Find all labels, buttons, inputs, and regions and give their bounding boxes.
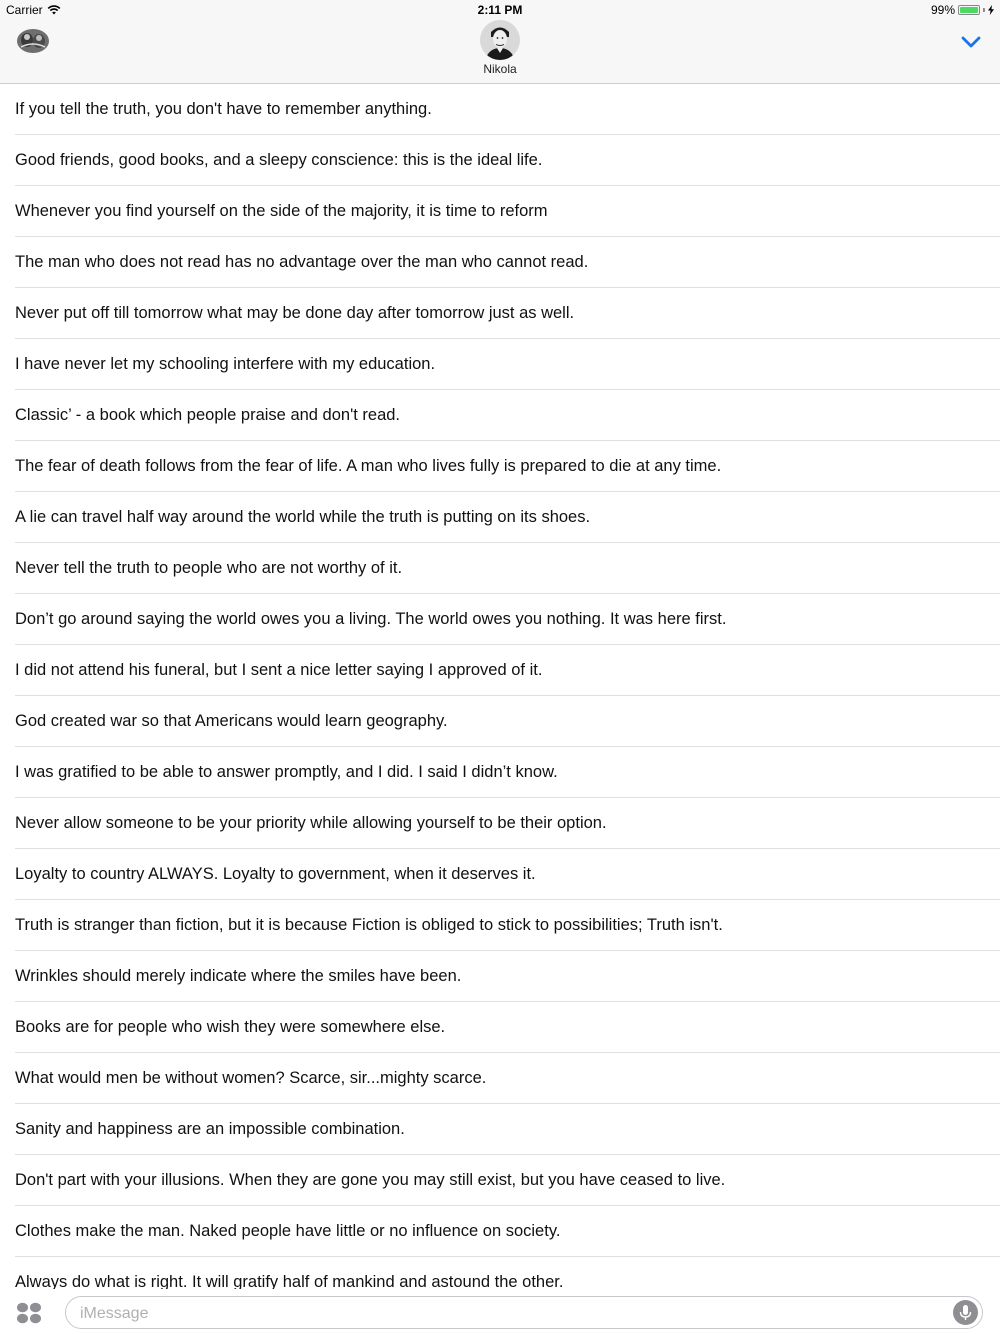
status-right — [931, 3, 994, 17]
apps-icon[interactable] — [16, 1302, 42, 1324]
quote-row[interactable] — [15, 1257, 1000, 1289]
quote-row[interactable] — [15, 594, 1000, 645]
quote-row[interactable] — [15, 849, 1000, 900]
quote-text: What would men be without women? Scarce, sir...mighty scarce. — [15, 1068, 487, 1087]
quote-text: Classic’ - a book which people praise and don't read. — [15, 405, 401, 424]
imessage-field[interactable] — [65, 1296, 983, 1329]
microphone-icon — [953, 1300, 978, 1325]
quote-text: Truth is stranger than fiction, but it is because Fiction is obliged to stick to possibilities; Truth isn't. — [15, 915, 723, 934]
quote-row[interactable] — [15, 339, 1000, 390]
quote-row[interactable] — [15, 441, 1000, 492]
contact-header[interactable] — [0, 20, 1000, 76]
quote-text: Loyalty to country ALWAYS. Loyalty to government, when it deserves it. — [15, 864, 536, 883]
quote-row[interactable] — [15, 543, 1000, 594]
quote-text: The fear of death follows from the fear of life. A man who lives fully is prepared to die at any time. — [15, 456, 722, 475]
quote-row[interactable] — [15, 288, 1000, 339]
quote-row[interactable] — [15, 798, 1000, 849]
quote-row[interactable] — [15, 492, 1000, 543]
quote-text: God created war so that Americans would learn geography. — [15, 711, 448, 730]
quote-text: If you tell the truth, you don't have to remember anything. — [15, 99, 432, 118]
contact-avatar[interactable] — [480, 20, 520, 60]
quote-text: Clothes make the man. Naked people have little or no influence on society. — [15, 1221, 561, 1240]
quote-text: Sanity and happiness are an impossible combination. — [15, 1119, 405, 1138]
quote-text: I did not attend his funeral, but I sent a nice letter saying I approved of it. — [15, 660, 543, 679]
quote-row[interactable] — [15, 747, 1000, 798]
quote-row[interactable] — [15, 84, 1000, 135]
status-bar — [0, 0, 1000, 20]
quote-text: I was gratified to be able to answer promptly, and I did. I said I didn’t know. — [15, 762, 558, 781]
quote-text: Don't part with your illusions. When they are gone you may still exist, but you have ceased to live. — [15, 1170, 726, 1189]
quote-text: Don’t go around saying the world owes you a living. The world owes you nothing. It was here first. — [15, 609, 727, 628]
conversation-header — [0, 20, 1000, 84]
quote-row[interactable] — [15, 1104, 1000, 1155]
quote-row[interactable] — [15, 951, 1000, 1002]
quote-row[interactable] — [15, 135, 1000, 186]
battery-nub — [983, 8, 985, 12]
quote-row[interactable] — [15, 1206, 1000, 1257]
mic-button[interactable] — [953, 1300, 978, 1325]
quote-row[interactable] — [15, 186, 1000, 237]
quote-row[interactable] — [15, 390, 1000, 441]
quote-text: Wrinkles should merely indicate where the smiles have been. — [15, 966, 462, 985]
quote-text: Books are for people who wish they were somewhere else. — [15, 1017, 446, 1036]
battery-percent: 99% — [930, 3, 955, 17]
quote-row[interactable] — [15, 1155, 1000, 1206]
quote-list — [0, 84, 1000, 1289]
status-time: 2:11 PM — [477, 3, 523, 17]
carrier-label: Carrier — [6, 3, 43, 17]
contact-name: Nikola — [483, 62, 517, 76]
quote-text: Whenever you find yourself on the side of the majority, it is time to reform — [15, 201, 548, 220]
message-input-bar — [0, 1289, 1000, 1334]
quote-row[interactable] — [15, 1002, 1000, 1053]
quote-text: Never tell the truth to people who are not worthy of it. — [15, 558, 403, 577]
quote-row[interactable] — [15, 1053, 1000, 1104]
quote-row[interactable] — [15, 237, 1000, 288]
message-input[interactable] — [78, 1297, 942, 1330]
quote-text: Never put off till tomorrow what may be done day after tomorrow just as well. — [15, 303, 575, 322]
quote-row[interactable] — [15, 645, 1000, 696]
quote-text: Always do what is right. It will gratify half of mankind and astound the other. — [15, 1272, 564, 1289]
battery-fill — [960, 7, 978, 13]
charging-bolt-icon — [988, 5, 994, 15]
quote-text: I have never let my schooling interfere with my education. — [15, 354, 436, 373]
quote-text: A lie can travel half way around the world while the truth is putting on its shoes. — [15, 507, 591, 526]
quote-row[interactable] — [15, 696, 1000, 747]
quote-row[interactable] — [15, 900, 1000, 951]
quote-text: Never allow someone to be your priority while allowing yourself to be their option. — [15, 813, 607, 832]
battery-icon — [958, 5, 980, 15]
chevron-down-icon[interactable] — [960, 34, 982, 50]
quote-text: Good friends, good books, and a sleepy conscience: this is the ideal life. — [15, 150, 543, 169]
quote-text: The man who does not read has no advantage over the man who cannot read. — [15, 252, 589, 271]
